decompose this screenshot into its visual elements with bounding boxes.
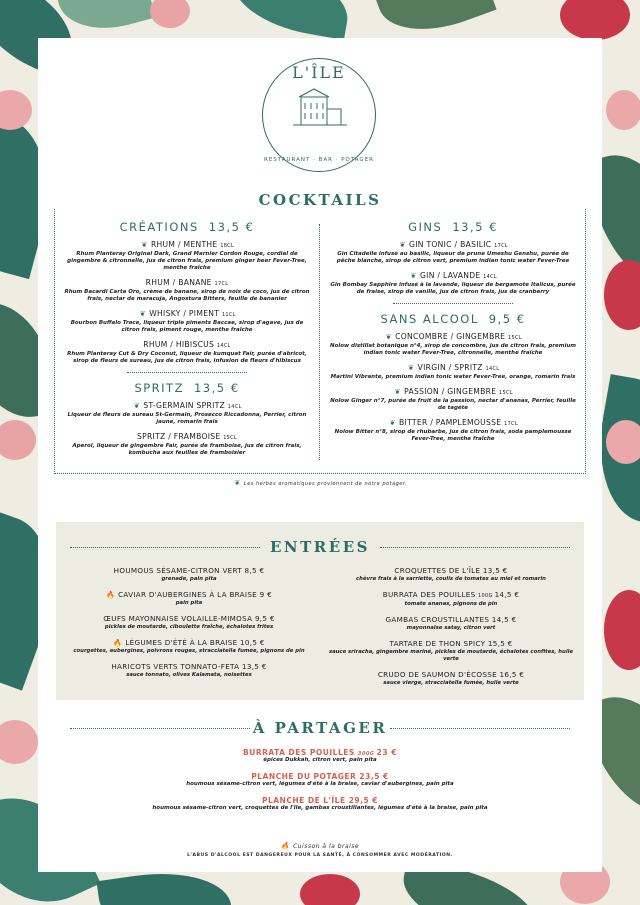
logo-tagline: RESTAURANT · BAR · POTAGER bbox=[264, 157, 374, 163]
item-name bbox=[64, 614, 314, 624]
item-name bbox=[62, 401, 312, 412]
item-volume: 17CL bbox=[494, 243, 508, 249]
flower-icon bbox=[604, 260, 640, 330]
herb-icon: ❦ bbox=[133, 402, 140, 410]
item-title: GIN / LAVANDE bbox=[420, 271, 484, 280]
item-title: BURRATA DES POUILLES bbox=[382, 590, 479, 599]
item-description: sauce tonnato, olives Kalamata, noisettes bbox=[126, 672, 252, 678]
spritz-list bbox=[62, 401, 312, 457]
menu-item bbox=[64, 662, 314, 679]
item-description: tomate ananas, pignons de pin bbox=[404, 601, 498, 607]
herb-icon: ❦ bbox=[234, 479, 241, 487]
item-title: BURRATA DES POUILLES bbox=[243, 748, 358, 757]
gins-header: GINS 13,5 € bbox=[408, 220, 498, 234]
item-price: 16,5 € bbox=[499, 670, 525, 679]
herb-icon: ❦ bbox=[394, 388, 401, 396]
item-description: chèvre frais à la sarriette, coulis de tomates au miel et romarin bbox=[356, 576, 546, 582]
entrees-panel bbox=[56, 522, 584, 700]
item-description: Bourbon Buffalo Trace, liqueur triple piments Baccae, sirop d'agave, jus de citron frais, piment rouge, menthe fraîche bbox=[70, 320, 304, 333]
divider bbox=[127, 372, 247, 373]
item-name bbox=[64, 566, 314, 576]
entrees-title-row bbox=[56, 538, 584, 556]
herbs-note: ❦ Les herbes aromatiques proviennent de notre potager. bbox=[234, 479, 408, 487]
flower-icon bbox=[604, 590, 640, 670]
item-title: CONCOMBRE / GINGEMBRE bbox=[395, 332, 508, 341]
logo bbox=[262, 58, 376, 172]
herb-icon: ❦ bbox=[389, 419, 396, 427]
item-title: LÉGUMES D'ÉTÉ À LA BRAISE bbox=[125, 638, 241, 647]
menu-item bbox=[64, 614, 314, 631]
item-volume: 18CL bbox=[220, 243, 235, 249]
menu-item bbox=[58, 772, 582, 787]
fire-icon: 🔥 bbox=[280, 842, 291, 850]
menu-item bbox=[328, 271, 578, 296]
item-price: 10,5 € bbox=[240, 638, 265, 647]
item-description: pain pita bbox=[175, 600, 203, 606]
menu-item bbox=[328, 332, 578, 357]
item-volume: 300G bbox=[357, 751, 377, 757]
item-price: 13,5 € bbox=[482, 566, 508, 575]
item-price: 13,5 € bbox=[241, 662, 267, 671]
fire-icon: 🔥 bbox=[106, 591, 116, 599]
item-description: Rhum Planteray Cut & Dry Coconut, liqueur de kumquat Fair, purée d'abricot, sirop de fleurs de sureau, jus de citron frais, infusion de fleurs d'hibiscus bbox=[67, 351, 307, 364]
item-name bbox=[58, 748, 582, 757]
logo-name: L'ÎLE bbox=[292, 63, 346, 82]
item-title: GAMBAS CROUSTILLANTES bbox=[385, 615, 492, 624]
item-description: Rhum Planteray Original Dark, Grand Marnier Cordon Rouge, cordial de gingembre & citronnelle, jus de citron frais, premium ginger beer Fever-Tree, menthe fraîche bbox=[67, 251, 307, 271]
item-name bbox=[58, 772, 582, 781]
item-volume: 11CL bbox=[221, 312, 236, 318]
item-name bbox=[62, 432, 312, 443]
menu-item bbox=[64, 638, 314, 655]
herb-icon: ❦ bbox=[385, 333, 392, 341]
sans-alcool-header: SANS ALCOOL 9,5 € bbox=[380, 312, 526, 326]
item-name bbox=[326, 566, 576, 576]
item-volume: 15CL bbox=[499, 390, 513, 396]
menu-item bbox=[326, 639, 576, 663]
item-description: Rhum Bacardi Carta Oro, crème de banane, sirop de noix de coco, jus de citron frais, nectar de maracuja, Angostura Bitters, feuille de bananier bbox=[64, 289, 310, 302]
cocktails-right-column bbox=[328, 220, 578, 449]
herb-icon: ❦ bbox=[410, 272, 417, 280]
creations-header: CRÉATIONS 13,5 € bbox=[119, 220, 255, 234]
item-description: Nolow Ginger n°7, purée de fruit de la passion, nectar d'ananas, Perrier, feuille de tagète bbox=[330, 398, 576, 411]
herb-icon: ❦ bbox=[408, 364, 415, 372]
entrees-left-column bbox=[64, 566, 314, 686]
divider bbox=[393, 303, 513, 304]
item-price: 9,5 € bbox=[254, 614, 275, 623]
divider bbox=[390, 728, 570, 729]
item-description: Gin Citadelle infusé au basilic, liqueur de prune Umeshu Genshu, purée de pêche blanche, sirop de citron vert, premium indian tonic water Fever-Tree bbox=[336, 251, 570, 264]
menu-item bbox=[62, 240, 312, 272]
braise-note: 🔥 Cuisson à la braise bbox=[280, 842, 360, 850]
item-name bbox=[328, 418, 578, 429]
item-price: 14,5 € bbox=[494, 590, 520, 599]
item-title: RHUM / BANANE bbox=[145, 278, 215, 287]
menu-item bbox=[64, 566, 314, 583]
item-title: WHISKY / PIMENT bbox=[149, 309, 222, 318]
divider bbox=[380, 547, 570, 548]
flower-icon bbox=[606, 420, 640, 464]
menu-item bbox=[58, 796, 582, 811]
item-name bbox=[326, 615, 576, 625]
item-title: ST-GERMAIN SPRITZ bbox=[143, 401, 228, 410]
item-title: CAVIAR D'AUBERGINES À LA BRAISE bbox=[118, 590, 260, 599]
menu-item bbox=[58, 748, 582, 763]
item-title: ŒUFS MAYONNAISE VOLAILLE-MIMOSA bbox=[103, 614, 255, 623]
item-description: mayonnaise satay, citron vert bbox=[406, 625, 496, 631]
item-price: 23,5 € bbox=[359, 772, 389, 781]
item-price: 23 € bbox=[376, 748, 397, 757]
item-description: sauce vierge, stracciatella fumée, huile verte bbox=[383, 680, 519, 686]
item-name bbox=[58, 796, 582, 805]
item-price: 8,5 € bbox=[244, 566, 265, 575]
item-volume: 17CL bbox=[504, 421, 518, 427]
menu-item bbox=[62, 340, 312, 365]
item-name bbox=[62, 309, 312, 320]
item-description: Martini Vibrante, premium indian tonic water Fever-Tree, orange, romarin frais bbox=[330, 374, 576, 380]
menu-item bbox=[326, 615, 576, 632]
item-title: CROQUETTES DE L'ÎLE bbox=[394, 566, 483, 575]
menu-item bbox=[62, 432, 312, 457]
item-name bbox=[328, 363, 578, 374]
item-description: Gin Bombay Sapphire infusé à la lavande, liqueur de bergamote Italicus, purée de fraise, sirop de vanille, jus de citron frais, jus de cranberry bbox=[330, 282, 576, 295]
flower-icon bbox=[0, 420, 36, 460]
menu-item bbox=[62, 278, 312, 303]
partager-title: À PARTAGER bbox=[252, 719, 388, 737]
flower-icon bbox=[0, 720, 38, 764]
item-name bbox=[328, 271, 578, 282]
creations-list bbox=[62, 240, 312, 365]
herb-icon: ❦ bbox=[139, 310, 146, 318]
item-title: PLANCHE DU POTAGER bbox=[251, 772, 360, 781]
item-name bbox=[64, 590, 314, 600]
gins-list bbox=[328, 240, 578, 296]
item-volume: 14CL bbox=[485, 366, 500, 372]
item-volume: 15CL bbox=[507, 335, 522, 341]
fire-icon: 🔥 bbox=[113, 639, 123, 647]
item-name bbox=[62, 240, 312, 251]
item-title: SPRITZ / FRAMBOISE bbox=[136, 432, 224, 441]
item-description: grenade, pain pita bbox=[161, 576, 217, 582]
item-description: Nolow distillat botanique n°4, sirop de concombre, jus de citron frais, premium indian tonic water Fever-Tree, citronnelle, menthe fraîche bbox=[329, 343, 576, 356]
item-price: 9 € bbox=[259, 590, 272, 599]
item-title: RHUM / MENTHE bbox=[150, 240, 221, 249]
item-title: PASSION / GINGEMBRE bbox=[404, 387, 500, 396]
item-title: VIRGIN / SPRITZ bbox=[417, 363, 486, 372]
menu-item bbox=[328, 363, 578, 381]
item-volume: 14CL bbox=[483, 274, 497, 280]
item-title: BITTER / PAMPLEMOUSSE bbox=[399, 418, 505, 427]
item-title: PLANCHE DE L'ÎLE bbox=[261, 796, 349, 805]
menu-item bbox=[328, 387, 578, 412]
building-icon bbox=[291, 87, 349, 133]
item-volume: 15CL bbox=[223, 435, 238, 441]
item-name bbox=[326, 639, 576, 649]
flower-icon bbox=[560, 0, 630, 40]
sans-alcool-list bbox=[328, 332, 578, 443]
flower-icon bbox=[150, 0, 190, 28]
item-price: 15,5 € bbox=[487, 639, 513, 648]
item-title: CRUDO DE SAUMON D'ÉCOSSE bbox=[377, 670, 500, 679]
legal-notice: L'ABUS D'ALCOOL EST DANGEREUX POUR LA SANTÉ, À CONSOMMER AVEC MODÉRATION. bbox=[187, 853, 453, 858]
item-description: Liqueur de fleurs de sureau St-Germain, Prosecco Riccadonna, Perrier, citron jaune, romarin frais bbox=[67, 412, 307, 425]
column-divider bbox=[319, 224, 320, 460]
item-volume: 14CL bbox=[216, 343, 231, 349]
item-name bbox=[64, 638, 314, 648]
menu-item bbox=[328, 240, 578, 265]
partager-list bbox=[58, 748, 582, 820]
flower-icon bbox=[0, 90, 32, 130]
leaf-icon bbox=[226, 0, 355, 40]
menu-item bbox=[62, 401, 312, 426]
herb-icon: ❦ bbox=[141, 241, 148, 249]
item-description: Aperol, liqueur de gingembre Fair, purée de framboise, jus de citron frais, kombucha aux feuilles de framboisier bbox=[72, 443, 302, 456]
item-title: HOUMOUS SÉSAME-CITRON VERT bbox=[113, 566, 245, 575]
item-description: Nolow Bitter n°8, sirop de rhubarbe, jus de citron frais, soda pamplemousse Fever-Tree, menthe fraîche bbox=[334, 429, 572, 442]
flower-icon bbox=[606, 90, 640, 130]
menu-item bbox=[64, 590, 314, 607]
menu-card bbox=[38, 38, 602, 872]
menu-item bbox=[62, 309, 312, 334]
item-name bbox=[62, 340, 312, 351]
menu-item bbox=[328, 418, 578, 443]
item-description: houmous sésame-citron vert, légumes d'été à la braise, caviar d'aubergines, pain pita bbox=[186, 781, 454, 787]
item-name bbox=[326, 670, 576, 680]
item-title: TARTARE DE THON SPICY bbox=[389, 639, 488, 648]
entrees-right-column bbox=[326, 566, 576, 694]
item-price: 29,5 € bbox=[348, 796, 379, 805]
item-name bbox=[328, 387, 578, 398]
item-title: RHUM / HIBISCUS bbox=[143, 340, 217, 349]
herb-icon: ❦ bbox=[399, 241, 406, 249]
item-description: sauce sriracha, gingembre mariné, pickles de moutarde, échalotes confites, huile verte bbox=[328, 649, 574, 662]
item-title: GIN TONIC / BASILIC bbox=[409, 240, 495, 249]
item-name bbox=[328, 332, 578, 343]
item-description: houmous sésame-citron vert, croquettes de l'île, gambas croustillantes, légumes d'été à la braise, pain pita bbox=[152, 805, 488, 811]
item-description: courgettes, aubergines, poivrons rouges, stracciatella fumée, pignons de pin bbox=[73, 648, 305, 654]
item-name bbox=[326, 590, 576, 601]
item-description: pickles de moutarde, ciboulette fraîche, échalotes frites bbox=[104, 624, 274, 630]
item-title: HARICOTS VERTS TONNATO-FETA bbox=[111, 662, 242, 671]
spritz-header: SPRITZ 13,5 € bbox=[134, 381, 240, 395]
item-name bbox=[328, 240, 578, 251]
item-volume: 100G bbox=[478, 593, 495, 599]
flower-icon bbox=[300, 874, 360, 905]
item-name bbox=[64, 662, 314, 672]
item-volume: 17CL bbox=[214, 281, 229, 287]
cocktails-title: COCKTAILS bbox=[38, 191, 602, 209]
menu-item bbox=[326, 590, 576, 608]
cocktails-left-column bbox=[62, 220, 312, 463]
menu-item bbox=[326, 670, 576, 687]
entrees-title: ENTRÉES bbox=[270, 538, 370, 556]
item-name bbox=[62, 278, 312, 289]
menu-item bbox=[326, 566, 576, 583]
item-description: épices Dukkah, citron vert, pain pita bbox=[263, 757, 377, 763]
item-price: 14,5 € bbox=[491, 615, 517, 624]
item-volume: 14CL bbox=[227, 404, 242, 410]
